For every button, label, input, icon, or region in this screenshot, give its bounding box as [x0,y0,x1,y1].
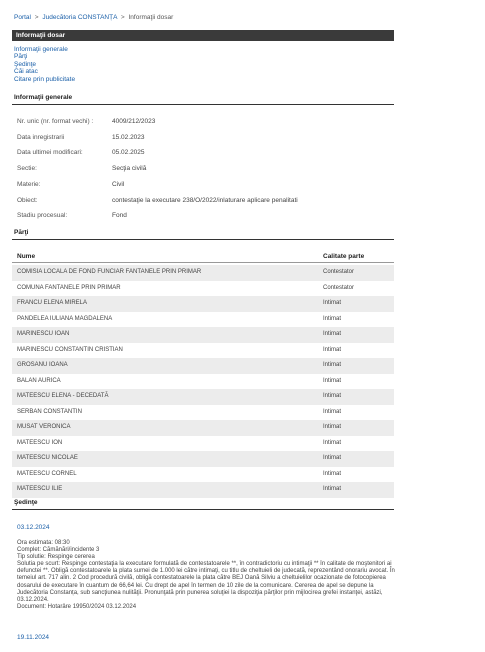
party-role: Intimat [323,300,342,306]
party-name: MUSAT VERONICA [17,424,71,430]
nav-link-citare-publicitate[interactable]: Citare prin publicitate [14,75,76,83]
party-name: COMISIA LOCALA DE FOND FUNCIAR FANTANELE PRIN PRIMAR [17,269,202,275]
info-label: Stadiu procesual: [17,212,68,220]
breadcrumb-current: Informaţii dosar [128,14,174,21]
divider [12,262,394,263]
breadcrumb-portal-link[interactable]: Portal [14,14,31,21]
info-value: Secţia civilă [112,165,147,173]
breadcrumb [14,14,173,21]
party-name: SERBAN CONSTANTIN [17,408,82,415]
hearing-solution-summary: Solutia pe scurt: Respinge contestaţia la executare formulată de contestatoarele **, în contradictoriu cu intimaţii ** în calitate de moştenitori ai defunctei **. Obligă contestatoarele la plata sumei de 1.000 lei către intimaţi, cu titlu de cheltuieli de judecată, reprezentând onorariu avocat. În temeiul art. 717 alin. 2 Cod procedură civilă, obligă contestatoarele la plata către BEJ Oană Silviu a cheltuielilor ocazionate de fotocopierea dosarului de executare în cuantum de 66,64 lei. Cu drept de apel în termen de 10 zile de la comunicare. Cererea de apel se depune la Judecătoria Constanța, sub sancţiunea nulităţii. Pronunţată prin punerea soluţiei la dispoziţia părţilor prin mijlocirea grefei instanţei, astăzi, 03.12.2024. [17,561,395,603]
table-row [12,312,394,328]
nav-link-sedinte[interactable]: Şedinţe [14,60,37,68]
info-label: Nr. unic (nr. format vechi) : [17,118,94,125]
nav-link-informatii-generale[interactable]: Informaţii generale [14,46,68,53]
party-name: MATEESCU ELENA - DECEDATĂ [17,393,109,399]
table-row [12,420,394,436]
table-row [12,436,394,452]
column-header-role: Calitate parte [323,253,365,260]
party-role: Intimat [323,424,342,430]
table-row [12,374,394,390]
party-role: Intimat [323,377,342,384]
party-role: Contestator [323,284,355,291]
party-role: Intimat [323,346,342,353]
info-label: Obiect: [17,196,38,204]
party-role: Intimat [323,393,342,399]
general-info-heading: Informaţii generale [14,94,73,101]
breadcrumb-court-link[interactable]: Judecătoria CONSTANȚA [42,14,118,21]
info-value: Civil [112,180,125,188]
hearing-panel: Complet: Cămănări/incidente 3 [17,547,100,554]
column-header-name: Nume [17,253,36,260]
party-name: COMUNA FANTANELE PRIN PRIMAR [17,284,121,291]
party-role: Intimat [323,455,342,461]
info-value: Fond [112,212,127,220]
section-nav [14,46,75,83]
table-row [12,482,394,498]
nav-link-parti[interactable]: Părţi [14,53,28,61]
info-label: Sectie: [17,165,37,173]
info-label: Data inregistrarii [17,133,65,141]
parti-heading: Părţi [14,229,29,236]
party-role: Intimat [323,408,342,415]
table-row [12,451,394,467]
table-row [12,358,394,374]
table-row [12,296,394,312]
info-label: Materie: [17,180,41,188]
table-row [12,327,394,343]
party-name: BALAN AURICA [17,377,61,384]
table-row [12,405,394,421]
party-role: Intimat [323,470,342,477]
party-role: Intimat [323,331,342,337]
nav-link-cai-atac[interactable]: Căi atac [14,68,38,76]
case-info-header-bar: Informaţii dosar [12,30,394,41]
party-name: MATEESCU CORNEL [17,470,77,477]
hearing-solution-type: Tip solutie: Respinge cererea [17,554,95,561]
breadcrumb-separator: > [120,14,125,21]
party-role: Contestator [323,269,355,275]
hearing-document: Document: Hotarâre 19950/2024 03.12.2024 [17,603,137,610]
info-value: contestaţie la executare 238/O/2022/inlaturare aplicare penalitati [112,196,298,204]
table-row [12,281,394,297]
hearing-date-link[interactable]: 03.12.2024 [17,524,50,531]
table-row [12,467,394,483]
table-row [12,265,394,281]
hearing-date-link[interactable]: 19.11.2024 [17,634,50,641]
divider [12,104,394,105]
party-role: Intimat [323,486,342,492]
party-role: Intimat [323,439,342,446]
party-role: Intimat [323,362,342,368]
table-row [12,389,394,405]
hearing-details [17,540,397,611]
party-name: PANDELEA IULIANA MAGDALENA [17,315,113,322]
divider [12,509,394,510]
info-value: 15.02.2023 [112,133,145,141]
party-name: MATEESCU ION [17,439,63,446]
info-label: Data ultimei modificari: [17,149,83,157]
party-role: Intimat [323,315,342,322]
party-name: MARINESCU IOAN [17,331,70,337]
sedinte-heading: Şedinţe [14,499,38,506]
info-value: 05.02.2025 [112,149,145,157]
breadcrumb-separator: > [34,14,39,21]
party-name: MATEESCU NICOLAE [17,455,78,461]
party-name: MARINESCU CONSTANTIN CRISTIAN [17,346,123,353]
hearing-time: Ora estimata: 08:30 [17,540,70,546]
info-value: 4009/212/2023 [112,118,156,125]
party-name: FRANCU ELENA MIRELA [17,300,88,306]
party-name: MATEESCU ILIE [17,486,63,492]
party-name: GROSANU IOANA [17,362,68,368]
table-row [12,343,394,359]
divider [12,239,394,240]
